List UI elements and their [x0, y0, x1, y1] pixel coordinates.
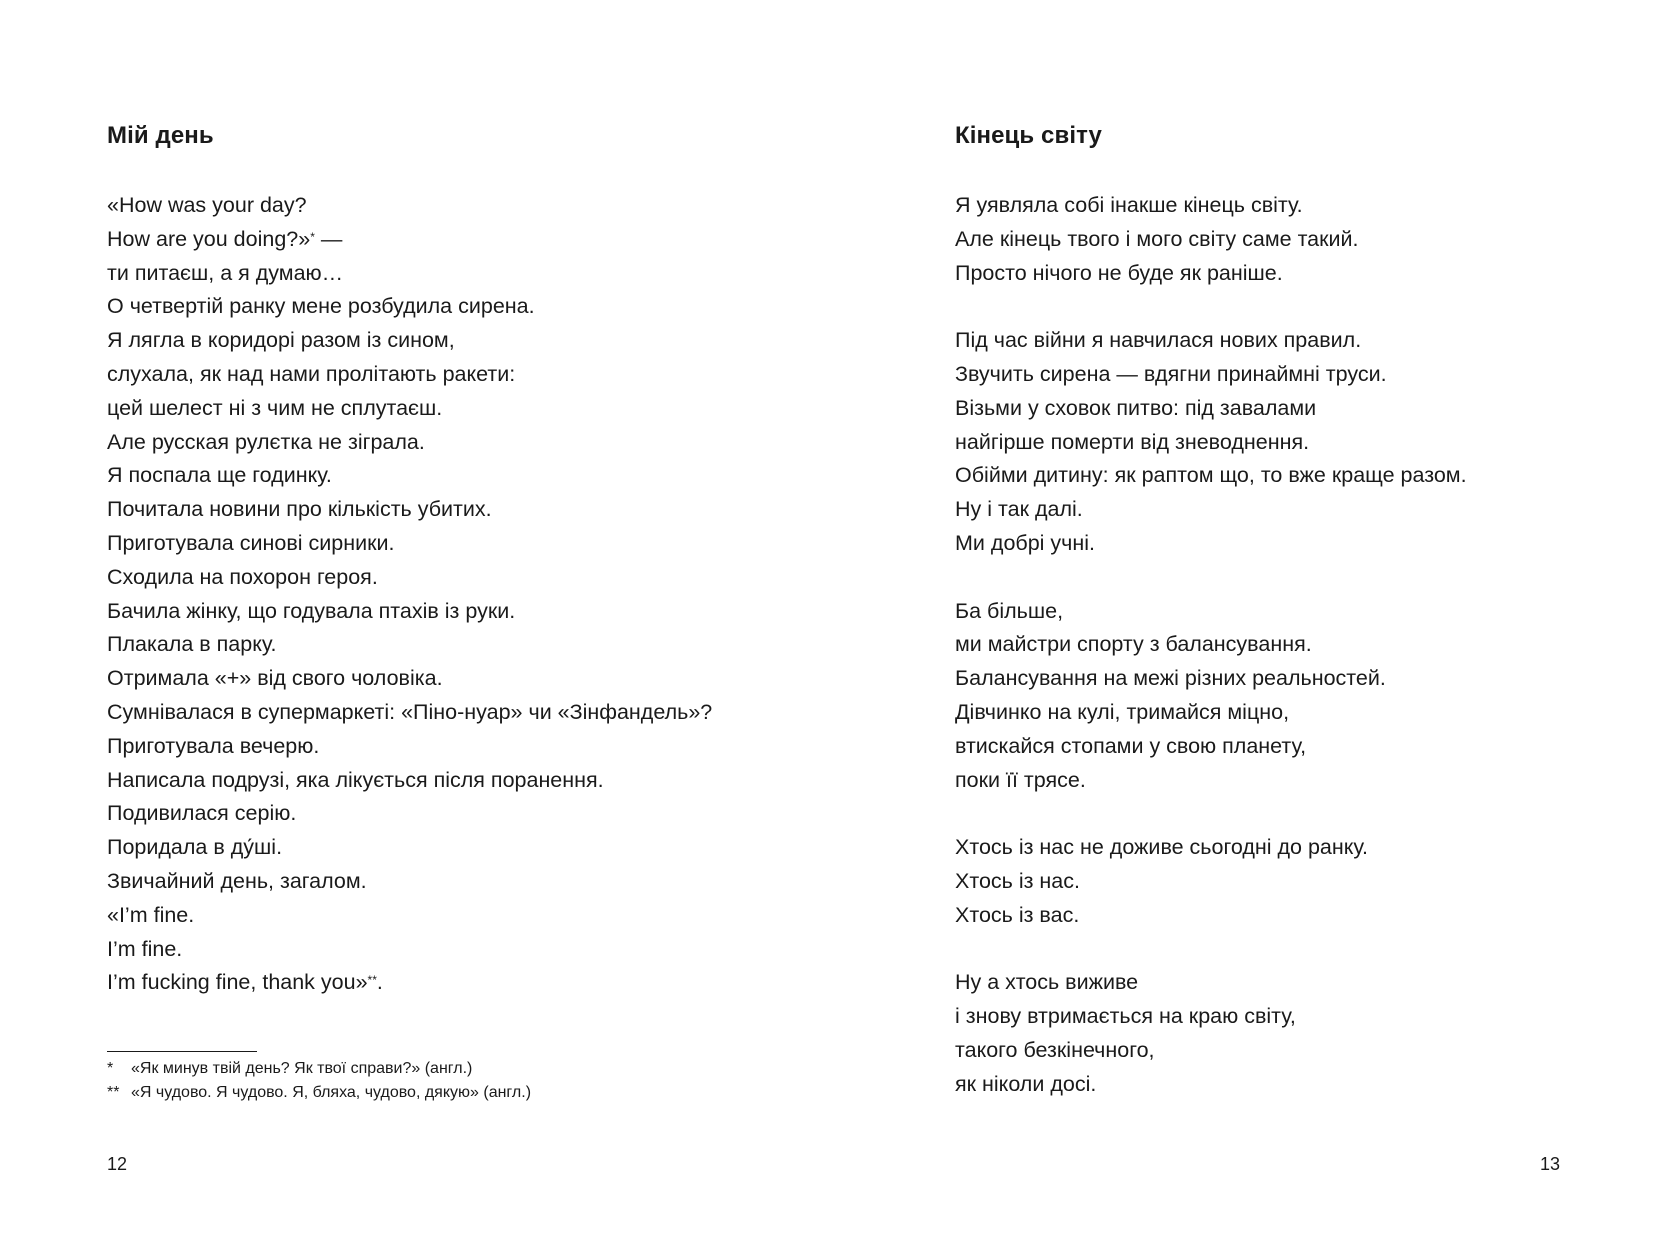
poem-line	[107, 831, 712, 865]
line-text: Дівчинко на кулі, тримайся міцно,	[955, 699, 1290, 724]
poem-line	[107, 933, 712, 967]
right-page	[827, 0, 1654, 1241]
poem-line	[955, 223, 1467, 257]
poem-line	[107, 527, 712, 561]
poem-line	[107, 696, 712, 730]
poem-line	[107, 459, 712, 493]
poem-line	[955, 1000, 1467, 1034]
line-text: Поридала в ду́ші.	[107, 835, 283, 860]
poem-line	[107, 358, 712, 392]
line-text: Я лягла в коридорі разом із сином,	[107, 328, 455, 353]
line-text: Ну і так далі.	[955, 497, 1083, 522]
line-text: ти питаєш, а я думаю…	[107, 260, 344, 285]
poem-line	[955, 966, 1467, 1000]
poem-line	[955, 392, 1467, 426]
line-text: поки її трясе.	[955, 767, 1086, 792]
line-text: Ну а хтось виживе	[955, 970, 1139, 995]
poem-line	[107, 628, 712, 662]
line-text: Сходила на похорон героя.	[107, 564, 378, 589]
page-number: 13	[1539, 1154, 1560, 1174]
line-text: Почитала новини про кількість убитих.	[107, 497, 492, 522]
poem-line	[955, 189, 1467, 223]
poem-title: Мій день	[107, 122, 214, 149]
line-text: Приготувала вечерю.	[107, 733, 320, 758]
poem-line	[955, 358, 1467, 392]
poem-line	[955, 764, 1467, 798]
footnote-reference: **	[367, 973, 377, 988]
poem-line	[955, 696, 1467, 730]
poem-line	[107, 797, 712, 831]
line-text: I’m fine.	[107, 936, 183, 961]
poem-line	[107, 324, 712, 358]
poem-line	[107, 223, 712, 257]
line-text: найгірше померти від зневоднення.	[955, 429, 1310, 454]
footnotes	[107, 1057, 531, 1105]
line-text: Я уявляла собі інакше кінець світу.	[955, 193, 1303, 217]
poem-line	[107, 290, 712, 324]
footnote-divider	[107, 1051, 257, 1052]
line-text: Ми добрі учні.	[955, 530, 1095, 555]
poem-line	[955, 459, 1467, 493]
stanza-break	[955, 561, 1467, 595]
line-text: Плакала в парку.	[107, 632, 277, 657]
poem-line	[107, 426, 712, 460]
stanza-break	[955, 797, 1467, 831]
page-number: 12	[107, 1154, 128, 1174]
poem-line	[107, 595, 712, 629]
line-text: Обійми дитину: як раптом що, то вже краще разом.	[955, 463, 1467, 488]
line-text: Під час війни я навчилася нових правил.	[955, 328, 1362, 353]
line-text: Балансування на межі різних реальностей.	[955, 666, 1386, 691]
line-text: Написала подрузі, яка лікується після поранення.	[107, 767, 604, 792]
line-text: втискайся стопами у свою планету,	[955, 733, 1307, 758]
line-text: як ніколи досі.	[955, 1071, 1097, 1096]
footnote-marker: *	[107, 1060, 114, 1077]
line-text: Звучить сирена — вдягни принаймні труси.	[955, 361, 1387, 386]
footnote-text: «Як минув твій день? Як твої справи?» (англ.)	[131, 1060, 473, 1077]
poem-line	[107, 561, 712, 595]
poem-line	[107, 966, 712, 1000]
line-text: «I’m fine.	[107, 902, 195, 927]
line-text: Візьми у сховок питво: під завалами	[955, 395, 1317, 420]
line-text: Хтось із вас.	[955, 902, 1080, 927]
line-suffix: —	[314, 226, 343, 251]
line-text: «How was your day?	[107, 193, 307, 217]
line-text: Ба більше,	[955, 598, 1064, 623]
poem-line	[955, 595, 1467, 629]
line-text: Але кінець твого і мого світу саме такий.	[955, 226, 1359, 251]
poem-line	[955, 865, 1467, 899]
poem-line	[955, 1068, 1467, 1102]
poem-line	[107, 899, 712, 933]
line-text: Приготувала синові сирники.	[107, 530, 395, 555]
poem-line	[955, 493, 1467, 527]
poem-line	[955, 257, 1467, 291]
poem-line	[107, 189, 712, 223]
poem-title: Кінець світу	[955, 122, 1103, 149]
footnote-reference: *	[310, 229, 315, 244]
stanza-break	[955, 933, 1467, 967]
line-text: і знову втримається на краю світу,	[955, 1004, 1296, 1029]
line-text: How are you doing?»	[107, 226, 311, 251]
line-text: Сумнівалася в супермаркеті: «Піно-нуар» чи «Зінфандель»?	[107, 699, 713, 724]
poem-line	[107, 865, 712, 899]
line-text: Хтось із нас.	[955, 868, 1080, 893]
line-text: Отримала «+» від свого чоловіка.	[107, 666, 443, 691]
poem-line	[955, 426, 1467, 460]
poem-line	[955, 628, 1467, 662]
line-text: такого безкінечного,	[955, 1037, 1155, 1062]
line-text: Але русская рулєтка не зіграла.	[107, 429, 425, 454]
line-text: ми майстри спорту з балансування.	[955, 632, 1312, 657]
line-text: слухала, як над нами пролітають ракети:	[107, 361, 516, 386]
poem-line	[107, 764, 712, 798]
poem-line	[955, 831, 1467, 865]
poem-line	[955, 1034, 1467, 1068]
poem-line	[107, 493, 712, 527]
poem-line	[955, 662, 1467, 696]
line-text: Подивилася серію.	[107, 801, 297, 826]
line-text: Бачила жінку, що годувала птахів із руки.	[107, 598, 516, 623]
poem-line	[107, 662, 712, 696]
poem-line	[955, 730, 1467, 764]
line-text: I’m fucking fine, thank you»	[107, 970, 368, 995]
poem-line	[955, 324, 1467, 358]
line-text: Звичайний день, загалом.	[107, 868, 367, 893]
line-text: цей шелест ні з чим не сплутаєш.	[107, 395, 443, 420]
line-text: Я поспала ще годинку.	[107, 463, 332, 488]
poem-body	[955, 189, 1467, 1102]
footnote-text: «Я чудово. Я чудово. Я, бляха, чудово, дякую» (англ.)	[131, 1084, 532, 1101]
footnote-marker: **	[107, 1084, 120, 1101]
poem-line	[107, 730, 712, 764]
line-text: Просто нічого не буде як раніше.	[955, 260, 1283, 285]
poem-line	[107, 392, 712, 426]
footnote	[107, 1081, 531, 1105]
poem-line	[955, 527, 1467, 561]
poem-body	[107, 189, 712, 1000]
line-suffix: .	[376, 970, 383, 995]
poem-line	[955, 899, 1467, 933]
stanza-break	[955, 290, 1467, 324]
line-text: О четвертій ранку мене розбудила сирена.	[107, 294, 535, 319]
poem-line	[107, 257, 712, 291]
line-text: Хтось із нас не доживе сьогодні до ранку.	[955, 835, 1368, 860]
footnote	[107, 1057, 531, 1081]
